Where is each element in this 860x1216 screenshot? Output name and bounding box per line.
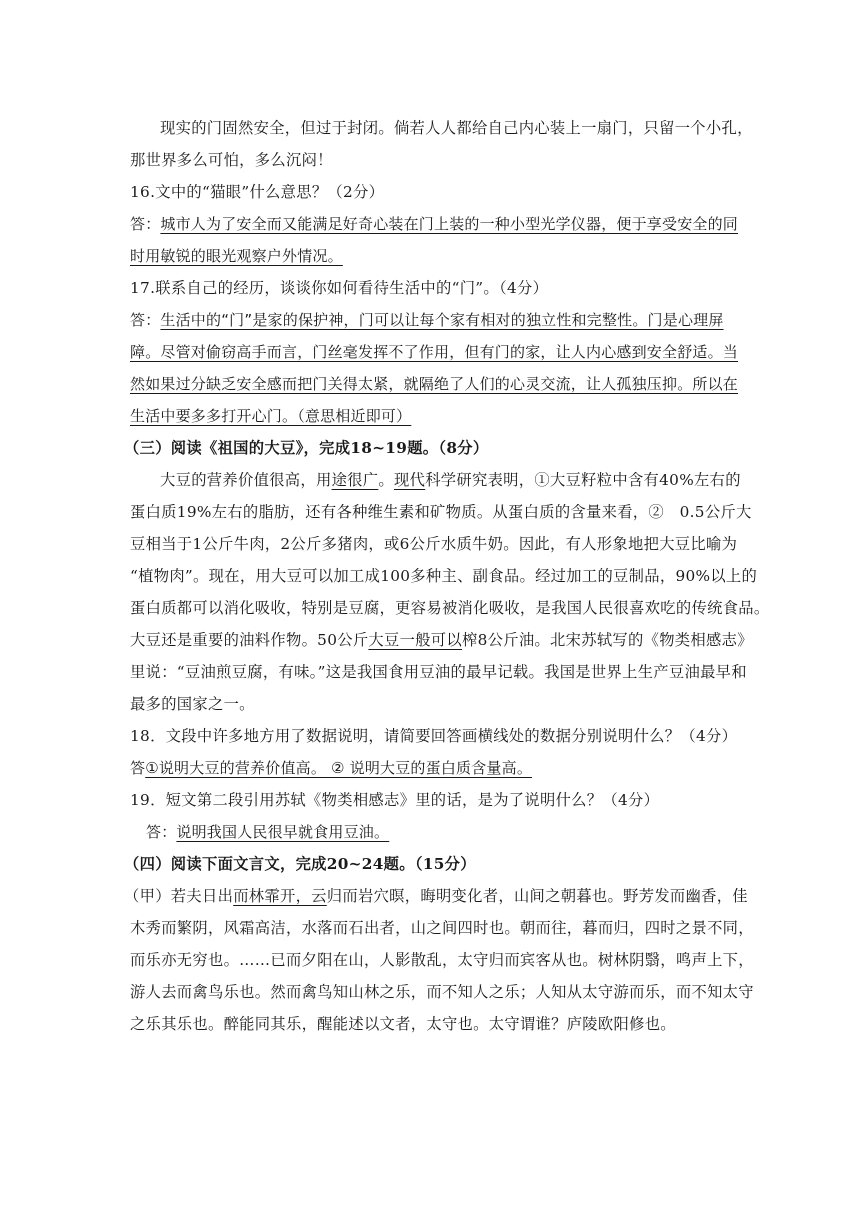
classical-text-line-5: 之乐其乐也。醉能同其乐，醒能述以文者，太守也。太守谓谁？庐陵欧阳修也。 <box>130 1015 676 1033</box>
answer-17-text-4: 生活中要多多打开心门。（意思相近即可） <box>130 407 412 425</box>
question-16: 16.文中的“猫眼”什么意思？（2分） <box>130 183 385 201</box>
classical-text: （甲）若夫日出 <box>124 887 234 905</box>
answer-17-line-2 <box>130 342 738 362</box>
soy-paragraph-line-1 <box>160 470 741 490</box>
answer-19 <box>146 822 389 842</box>
answer-16-line-1 <box>130 214 738 234</box>
door-passage-line-2: 那世界多么可怕，多么沉闷！ <box>130 151 333 169</box>
answer-prefix: 答 <box>130 759 146 777</box>
section-3-heading: （三）阅读《祖国的大豆》，完成18~19题。（8分） <box>124 439 489 457</box>
answer-16-text-2: 时用敏锐的眼光观察户外情况。 <box>130 247 343 265</box>
soy-text: 大豆的营养价值很高，用 <box>160 471 332 489</box>
classical-text-line-3: 而乐亦无穷也。……已而夕阳在山，人影散乱，太守归而宾客从也。树林阴翳，鸣声上下， <box>130 951 754 969</box>
answer-prefix: 答： <box>130 311 161 329</box>
soy-paragraph-line-7: 里说：“豆油煎豆腐，有味。”这是我国食用豆油的最早记载。我国是世界上生产豆油最早和 <box>130 663 747 681</box>
soy-text: 榨8公斤油。北宋苏轼写的《物类相感志》 <box>462 631 753 649</box>
door-passage-line-1: 现实的门固然安全，但过于封闭。倘若人人都给自己内心装上一扇门，只留一个小孔， <box>160 119 753 137</box>
answer-17-line-1 <box>130 310 724 330</box>
soy-text: 科学研究表明，①大豆籽粒中含有40%左右的 <box>425 471 741 489</box>
soy-paragraph-line-8: 最多的国家之一。 <box>130 695 255 713</box>
soy-underlined-text: 现代 <box>393 471 426 489</box>
answer-18-text: ①说明大豆的营养价值高。 ② 说明大豆的蛋白质含量高。 <box>145 759 533 777</box>
soy-underlined-text: 途很广 <box>331 471 379 489</box>
answer-19-text: 说明我国人民很早就食用豆油。 <box>176 823 390 841</box>
answer-prefix: 答： <box>146 823 177 841</box>
section-4-heading: （四）阅读下面文言文，完成20~24题。（15分） <box>124 855 476 873</box>
classical-text-line-4: 游人去而禽鸟乐也。然而禽鸟知山林之乐，而不知人之乐；人知从太守游而乐，而不知太守 <box>130 983 754 1001</box>
soy-paragraph-line-2: 蛋白质19%左右的脂肪，还有各种维生素和矿物质。从蛋白质的含量来看，② 0.5公斤大 <box>130 503 752 521</box>
soy-underlined-text: 大豆一般可以 <box>368 631 463 649</box>
answer-prefix: 答： <box>130 215 161 233</box>
question-18: 18．文段中许多地方用了数据说明，请简要回答画横线处的数据分别说明什么？（4分） <box>130 727 738 745</box>
question-19: 19．短文第二段引用苏轼《物类相感志》里的话，是为了说明什么？（4分） <box>130 791 660 809</box>
classical-text-line-2: 木秀而繁阴，风霜高洁，水落而石出者，山之间四时也。朝而往，暮而归，四时之景不同， <box>130 919 754 937</box>
soy-paragraph-line-5: 蛋白质都可以消化吸收，特别是豆腐，更容易被消化吸收，是我国人民很喜欢吃的传统食品。 <box>130 599 770 617</box>
answer-17-line-4 <box>130 406 411 426</box>
answer-16-text-1: 城市人为了安全而又能满足好奇心装在门上装的一种小型光学仪器，便于享受安全的同 <box>160 215 739 233</box>
answer-17-text-3: 然如果过分缺乏安全感而把门关得太紧，就隔绝了人们的心灵交流，让人孤独压抑。所以在 <box>130 375 739 393</box>
question-17: 17.联系自己的经历，谈谈你如何看待生活中的“门”。（4分） <box>130 279 549 297</box>
soy-text: 。 <box>378 471 394 489</box>
answer-18 <box>130 758 532 778</box>
answer-17-line-3 <box>130 374 738 394</box>
classical-text-line-1 <box>124 886 748 906</box>
classical-text: 归而岩穴暝，晦明变化者，山间之朝暮也。野芳发而幽香，佳 <box>326 887 748 905</box>
soy-paragraph-line-3: 豆相当于1公斤牛肉，2公斤多猪肉，或6公斤水质牛奶。因此，有人形象地把大豆比喻为 <box>130 535 738 553</box>
soy-text: 大豆还是重要的油料作物。50公斤 <box>130 631 369 649</box>
soy-paragraph-line-6 <box>130 630 753 650</box>
soy-paragraph-line-4: “植物肉”。现在，用大豆可以加工成100多种主、副食品。经过加工的豆制品，90%以上的 <box>130 567 758 585</box>
classical-underlined-text: 而林霏开，云 <box>233 887 327 905</box>
answer-17-text-2: 障。尽管对偷窃高手而言，门丝毫发挥不了作用，但有门的家，让人内心感到安全舒适。当 <box>130 343 739 361</box>
answer-17-text-1: 生活中的“门”是家的保护神，门可以让每个家有相对的独立性和完整性。门是心理屏 <box>160 311 724 329</box>
answer-16-line-2 <box>130 246 343 266</box>
